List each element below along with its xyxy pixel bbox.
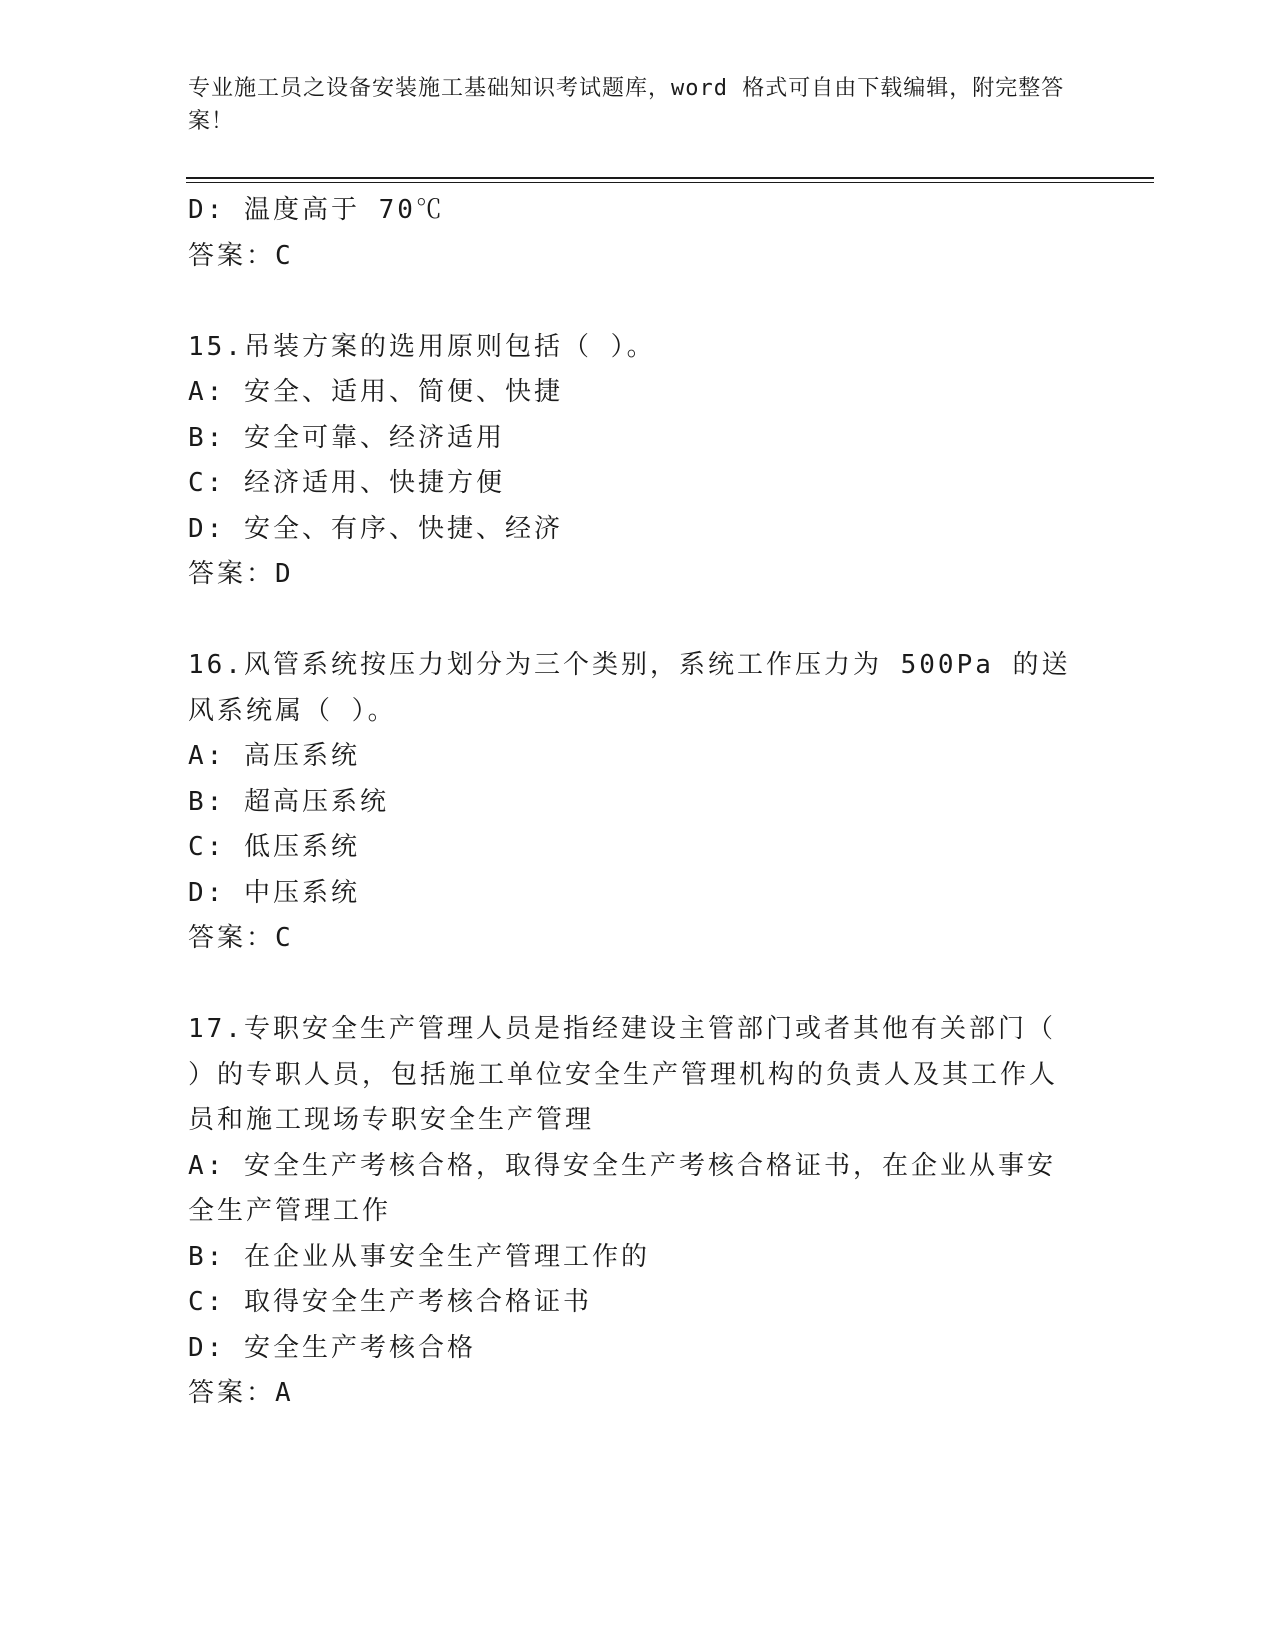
answer-value: A xyxy=(275,1378,294,1408)
answer-label: 答案： xyxy=(188,559,276,589)
question-17 xyxy=(188,1007,1083,1417)
option-d: D: 安全、有序、快捷、经济 xyxy=(188,513,563,544)
option-a: A: 安全生产考核合格，取得安全生产考核合格证书，在企业从事安全生产管理工作 xyxy=(188,1150,1056,1226)
option-b: B: 在企业从事安全生产管理工作的 xyxy=(188,1241,650,1272)
option-d: D: 中压系统 xyxy=(188,877,360,908)
spacer xyxy=(188,962,1083,1008)
option-a: A: 安全、适用、简便、快捷 xyxy=(188,377,563,407)
answer-label: 答案： xyxy=(188,240,276,271)
answer-value: C xyxy=(275,923,294,953)
answer-line xyxy=(188,552,1083,598)
option-d: D: 温度高于 70℃ xyxy=(188,195,445,225)
question-stem: 17.专职安全生产管理人员是指经建设主管部门或者其他有关部门（ ）的专职人员，包括施工单位安全生产管理机构的负责人及其工作人员和施工现场专职安全生产管理 xyxy=(188,1014,1059,1135)
question-stem: 16.风管系统按压力划分为三个类别，系统工作压力为 500Pa 的送风系统属（ ）。 xyxy=(188,650,1071,726)
header-divider-thick xyxy=(186,177,1154,179)
answer-label: 答案： xyxy=(188,1378,276,1408)
answer-line xyxy=(188,1371,1083,1417)
header-divider-thin xyxy=(186,182,1154,183)
option-b: B: 超高压系统 xyxy=(188,786,389,817)
question-16 xyxy=(188,643,1083,962)
question-content xyxy=(188,188,1083,1417)
spacer xyxy=(188,598,1083,644)
option-c: C: 经济适用、快捷方便 xyxy=(188,468,505,498)
question-stem: 15.吊装方案的选用原则包括（ ）。 xyxy=(188,331,656,362)
answer-label: 答案： xyxy=(188,923,276,953)
answer-value: C xyxy=(275,240,294,271)
option-c: C: 低压系统 xyxy=(188,832,360,862)
option-b: B: 安全可靠、经济适用 xyxy=(188,422,505,453)
answer-line xyxy=(188,234,1083,280)
option-d: D: 安全生产考核合格 xyxy=(188,1332,476,1363)
option-a: A: 高压系统 xyxy=(188,741,360,771)
question-15 xyxy=(188,325,1083,598)
spacer xyxy=(188,279,1083,325)
document-header xyxy=(188,72,1068,138)
prev-question-tail xyxy=(188,188,1083,279)
header-text: 专业施工员之设备安装施工基础知识考试题库，word 格式可自由下载编辑，附完整答案！ xyxy=(188,76,1065,134)
answer-line xyxy=(188,916,1083,962)
answer-value: D xyxy=(275,559,294,589)
option-c: C: 取得安全生产考核合格证书 xyxy=(188,1287,592,1317)
